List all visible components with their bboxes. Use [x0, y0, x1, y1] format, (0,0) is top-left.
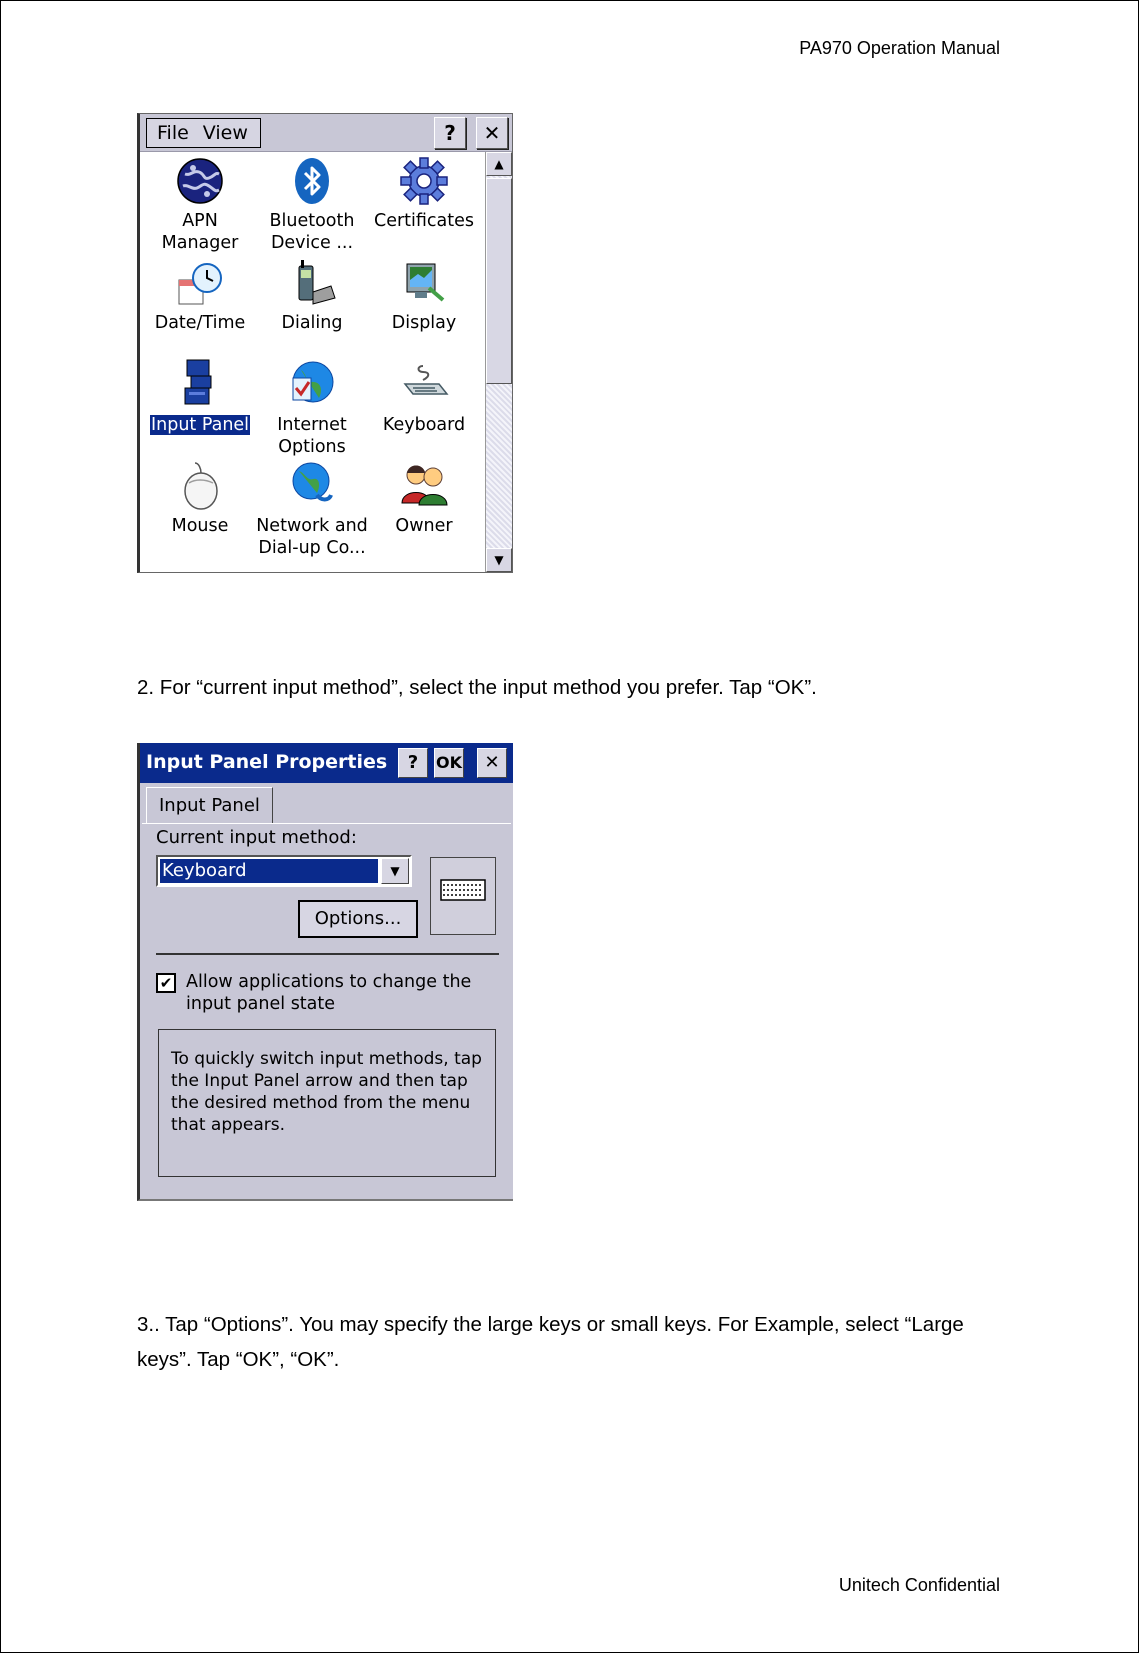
step-2-text: 2. For “current input method”, select the input method you prefer. Tap “OK”.	[137, 676, 817, 699]
cp-item-dialing[interactable]	[256, 258, 368, 334]
info-box: To quickly switch input methods, tap the Input Panel arrow and then tap the desired method from the menu that appears.	[158, 1029, 496, 1177]
cp-item-display[interactable]	[368, 258, 480, 334]
cp-item-label: Network and	[256, 516, 368, 536]
scroll-down-button[interactable]: ▼	[486, 548, 512, 572]
keyboard-preview-button[interactable]	[430, 857, 496, 935]
phone-icon	[287, 258, 337, 308]
cp-item-input-panel[interactable]	[144, 358, 256, 436]
cp-item-owner[interactable]	[368, 459, 480, 537]
monitor-icon	[399, 258, 449, 308]
cp-item-label: Dialing	[281, 313, 343, 333]
help-button[interactable]: ?	[434, 117, 466, 149]
cp-item-label: Input Panel	[150, 415, 250, 435]
cp-item-label: Manager	[161, 233, 239, 253]
keyboard-icon	[431, 858, 495, 934]
input-method-dropdown[interactable]	[156, 855, 412, 887]
cp-item-network-dialup[interactable]	[256, 459, 368, 559]
page-header: PA970 Operation Manual	[799, 38, 1000, 58]
chevron-down-icon[interactable]: ▼	[381, 858, 409, 884]
input-panel-icon	[175, 358, 225, 410]
menu-group	[146, 118, 261, 148]
control-panel-screenshot	[137, 113, 513, 573]
close-button[interactable]: ✕	[477, 748, 507, 778]
scroll-up-button[interactable]: ▲	[486, 152, 512, 176]
close-button[interactable]: ✕	[476, 117, 508, 149]
input-panel-properties-screenshot	[137, 743, 513, 1201]
menu-file[interactable]: File	[157, 122, 189, 144]
cp-item-label: Dial-up Co...	[258, 538, 366, 558]
scroll-thumb[interactable]	[486, 178, 512, 384]
ok-button[interactable]: OK	[434, 748, 464, 778]
help-button[interactable]: ?	[398, 748, 428, 778]
gear-icon	[399, 156, 449, 206]
cp-item-label: APN	[182, 211, 218, 231]
allow-apps-label: Allow applications to change the input panel state	[186, 972, 472, 1014]
menu-bar	[140, 114, 512, 152]
clock-icon	[175, 262, 225, 308]
cp-item-label: Certificates	[373, 211, 475, 231]
cp-item-apn-manager[interactable]	[144, 156, 256, 254]
cp-item-label: Bluetooth	[269, 211, 355, 231]
cp-item-label: Date/Time	[154, 313, 246, 333]
allow-apps-checkbox[interactable]: ✔	[156, 973, 176, 993]
cp-item-label: Internet	[277, 415, 347, 435]
cp-item-label: Options	[278, 437, 346, 457]
separator	[156, 953, 499, 955]
cp-item-certificates[interactable]	[368, 156, 480, 232]
dialog-title: Input Panel Properties	[146, 751, 388, 773]
cp-item-label: Mouse	[171, 516, 229, 536]
owner-icon	[399, 459, 449, 511]
cp-item-label: Keyboard	[382, 415, 466, 435]
tab-input-panel[interactable]: Input Panel	[146, 787, 273, 824]
input-method-value: Keyboard	[160, 859, 378, 883]
keyboard-icon	[399, 358, 449, 410]
menu-view[interactable]: View	[202, 122, 248, 144]
current-method-label: Current input method:	[156, 827, 357, 848]
cp-item-label: Owner	[395, 516, 453, 536]
cp-item-label: Device ...	[270, 233, 354, 253]
internet-globe-icon	[287, 358, 337, 410]
step-3-text: 3.. Tap “Options”. You may specify the large keys or small keys. For Example, select “Large keys”. Tap “OK”, “OK”.	[137, 1313, 964, 1371]
options-button[interactable]: Options...	[298, 900, 418, 938]
network-icon	[287, 459, 337, 511]
cp-item-keyboard[interactable]	[368, 358, 480, 436]
page-footer: Unitech Confidential	[838, 1575, 1000, 1595]
bluetooth-icon	[287, 156, 337, 206]
cp-item-internet-options[interactable]	[256, 358, 368, 458]
cp-item-bluetooth-device[interactable]	[256, 156, 368, 254]
cp-item-date-time[interactable]	[144, 262, 256, 334]
dialog-titlebar	[140, 743, 513, 783]
vertical-scrollbar[interactable]	[485, 152, 512, 572]
cp-item-mouse[interactable]	[144, 459, 256, 537]
globe-icon	[175, 156, 225, 206]
cp-item-label: Display	[391, 313, 457, 333]
mouse-icon	[175, 459, 225, 511]
